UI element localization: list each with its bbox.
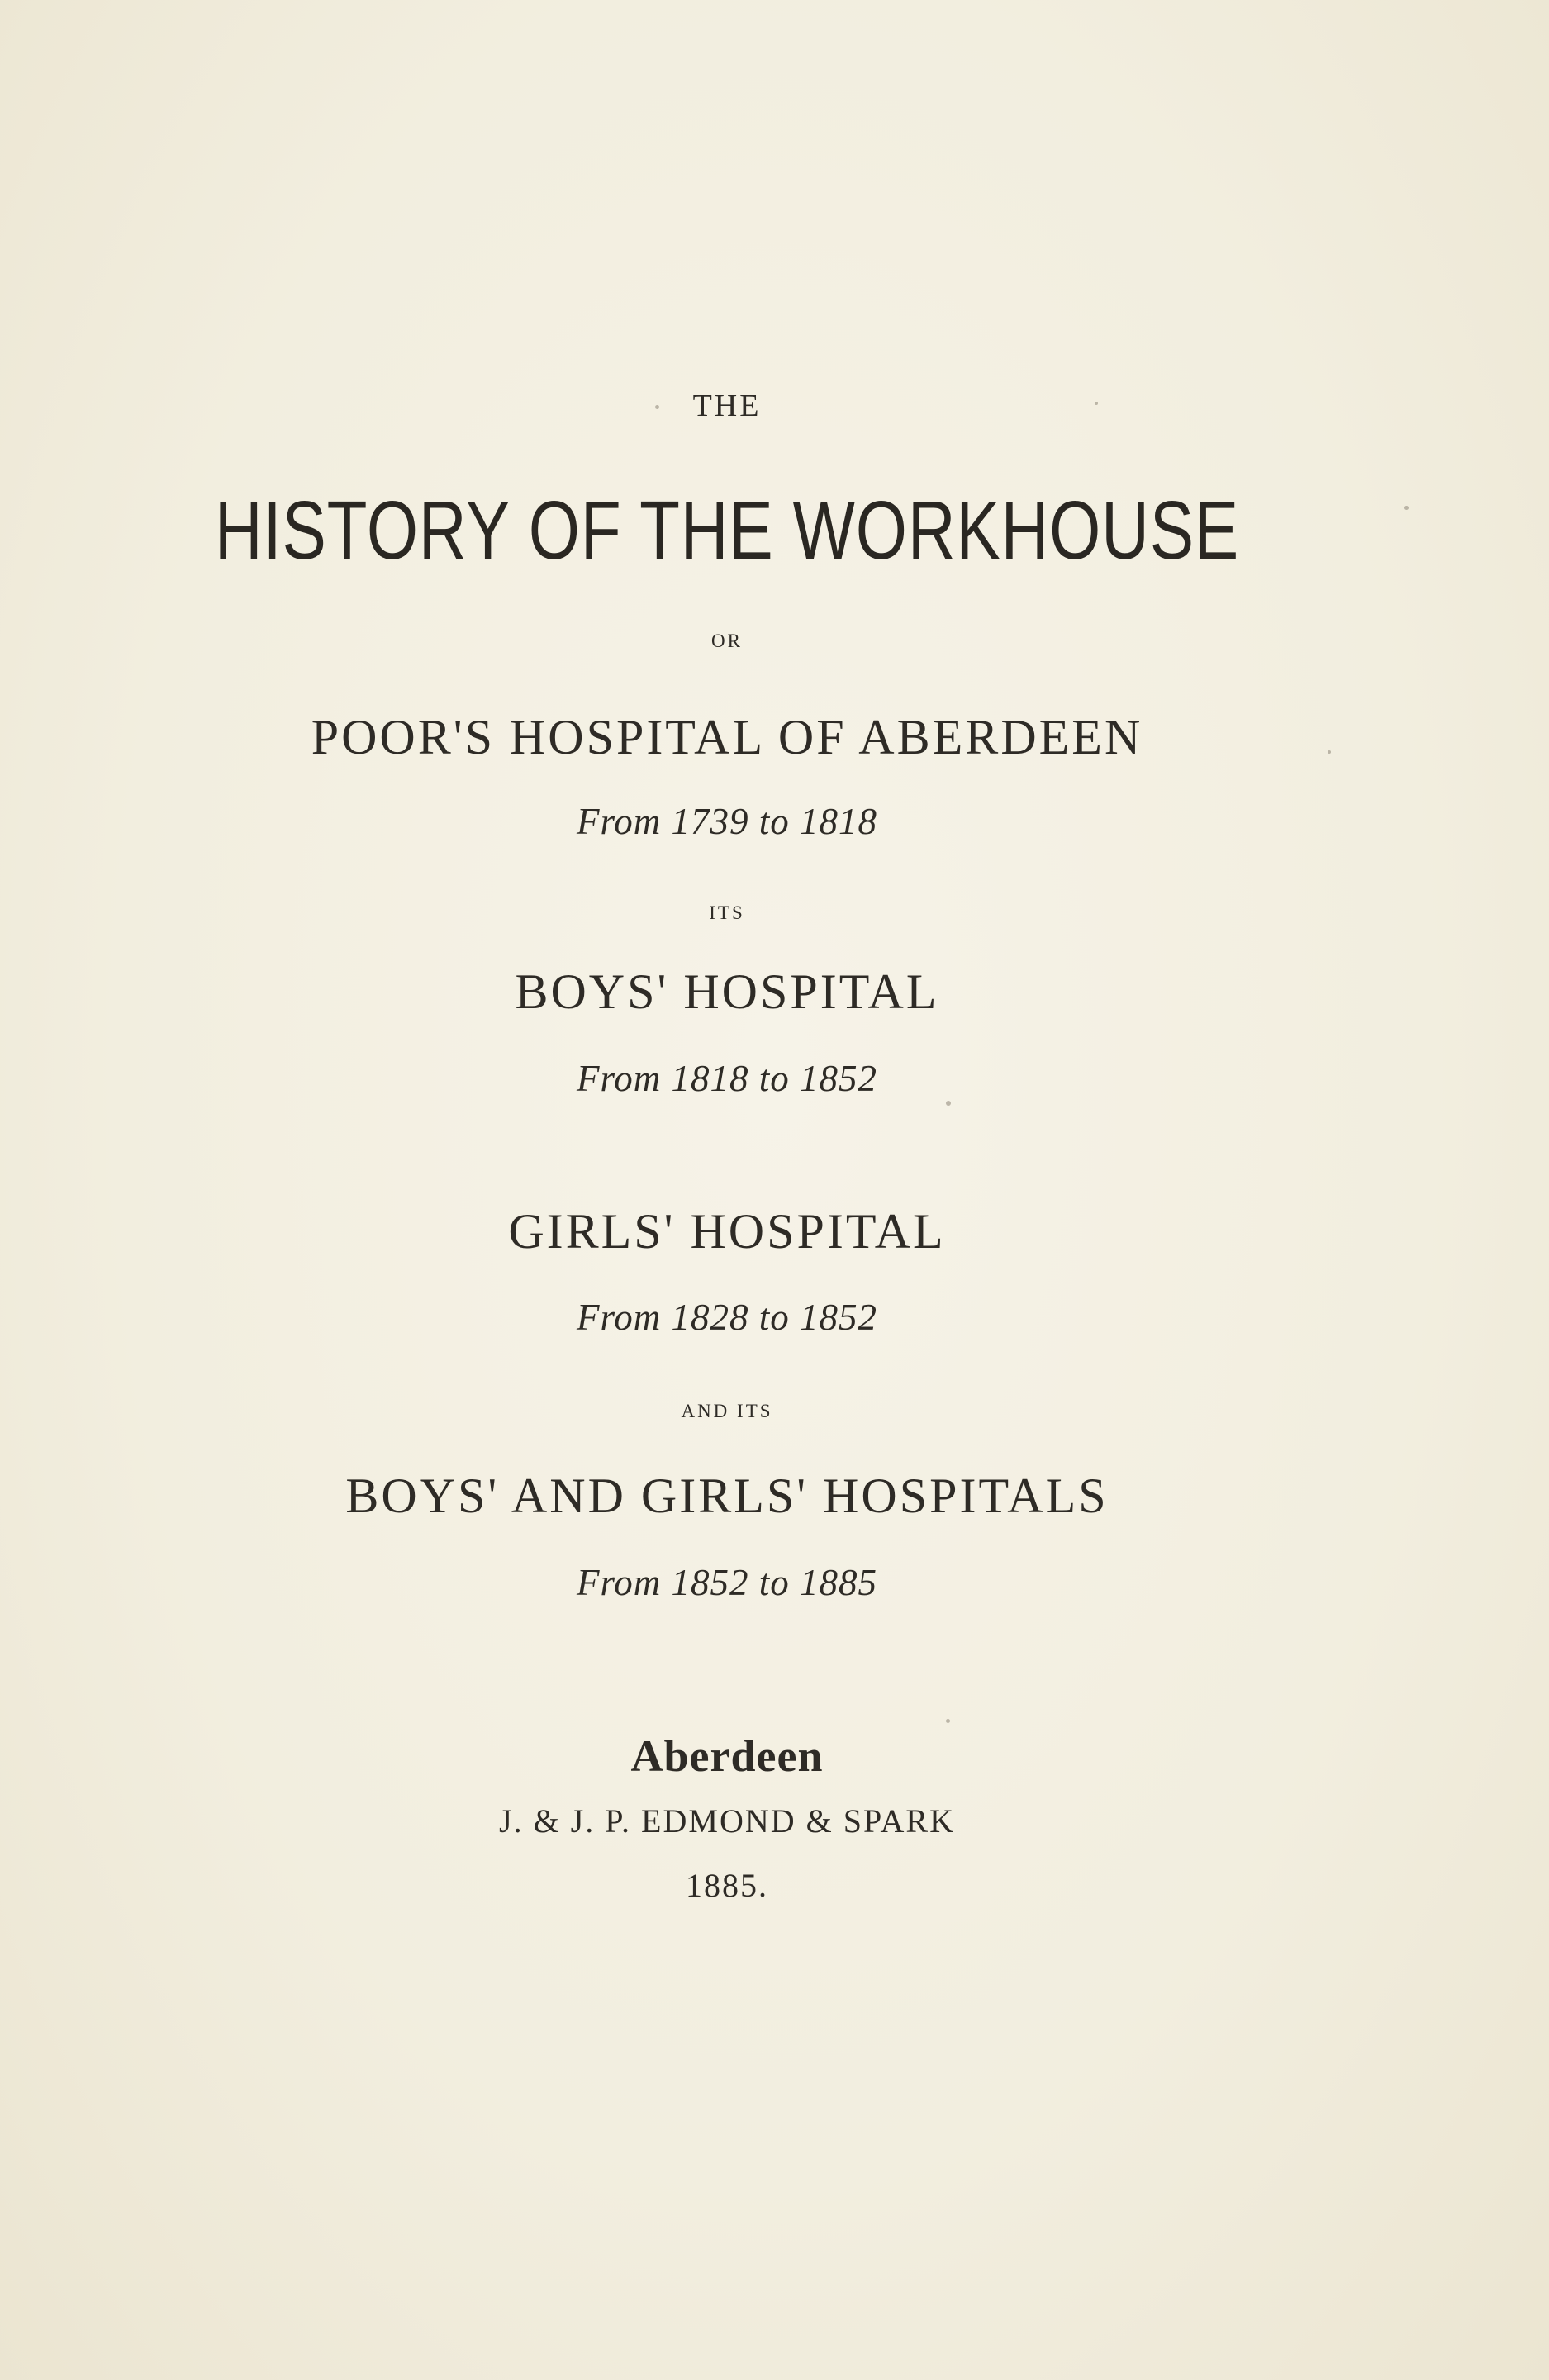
connector-its: ITS — [709, 902, 745, 923]
imprint-publisher: J. & J. P. EDMOND & SPARK — [499, 1802, 955, 1840]
imprint-place: Aberdeen — [630, 1731, 824, 1781]
connector-and-its: AND ITS — [681, 1401, 773, 1421]
paper-speck — [1404, 506, 1409, 510]
imprint-year: 1885. — [686, 1867, 768, 1904]
connector-or: OR — [711, 631, 743, 651]
date-range-boys-hospital: From 1818 to 1852 — [576, 1058, 878, 1099]
paper-speck — [946, 1101, 951, 1106]
heading-boys-hospital: BOYS' HOSPITAL — [515, 964, 939, 1019]
date-range-girls-hospital: From 1828 to 1852 — [576, 1297, 878, 1338]
date-range-combined-hospitals: From 1852 to 1885 — [576, 1562, 878, 1603]
paper-speck — [1328, 750, 1331, 754]
heading-girls-hospital: GIRLS' HOSPITAL — [508, 1204, 946, 1259]
title-article: THE — [692, 388, 762, 423]
date-range-poors-hospital: From 1739 to 1818 — [576, 801, 878, 842]
main-title: HISTORY OF THE WORKHOUSE — [214, 484, 1240, 577]
subtitle-poors-hospital: POOR'S HOSPITAL OF ABERDEEN — [311, 710, 1143, 764]
heading-combined-hospitals: BOYS' AND GIRLS' HOSPITALS — [345, 1468, 1109, 1523]
paper-speck — [655, 405, 659, 409]
paper-speck — [946, 1719, 950, 1723]
paper-speck — [1095, 402, 1098, 405]
